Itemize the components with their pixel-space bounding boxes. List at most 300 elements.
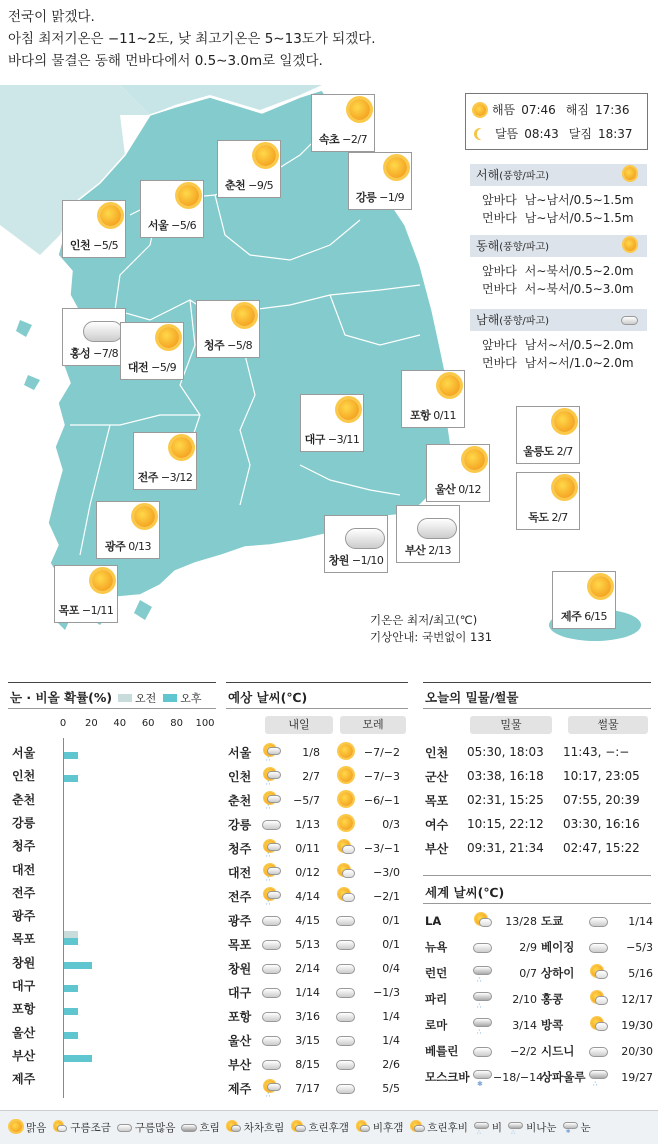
sea-row-label: 앞바다 (482, 193, 517, 207)
world-city: 베이징 (541, 940, 575, 954)
legend-label: 흐림 (199, 1122, 220, 1134)
sun-icon (621, 238, 639, 252)
forecast-temp-tomorrow: 8/15 (295, 1057, 320, 1071)
cloud-sun-icon (589, 1017, 609, 1033)
forecast-city: 강릉 (228, 817, 252, 832)
pm-label: 오후 (180, 692, 202, 705)
map-city-16 (396, 505, 460, 563)
sea-row (482, 280, 634, 298)
cloud-icon (336, 936, 356, 952)
legend-item (226, 1120, 285, 1135)
world-city: 파리 (425, 992, 448, 1006)
forecast-row (228, 932, 406, 956)
sun-icon (336, 816, 356, 832)
map-city-2 (348, 152, 412, 210)
cloud-sun-icon (336, 840, 356, 856)
tide-flood: 03:38, 16:18 (467, 769, 544, 783)
map-city-label (327, 552, 385, 568)
map-city-14 (96, 501, 160, 559)
world-city: 도쿄 (541, 914, 564, 928)
sun-icon (549, 411, 579, 435)
world-row (425, 1038, 653, 1064)
map-city-9 (300, 394, 364, 452)
precip-bar-pm (64, 1032, 78, 1039)
forecast-city: 서울 (228, 745, 252, 760)
sea-row-value: 서∼북서/0.5∼3.0m (524, 282, 634, 296)
map-city-temp: 2/7 (551, 511, 568, 524)
map-city-name: 광주 (105, 540, 126, 553)
precip-bar-pm (64, 1055, 92, 1062)
legend-label: 맑음 (26, 1122, 47, 1134)
rain-icon: ∴ (473, 1017, 493, 1033)
forecast-temp-tomorrow: 0/11 (295, 841, 320, 855)
tide-city: 목포 (425, 793, 449, 808)
partly-cloudy-rain-icon: ∴ (262, 864, 282, 880)
cloud-icon (589, 913, 609, 929)
clearing-icon (226, 1121, 242, 1134)
legend-item (409, 1120, 468, 1135)
cloud-sun-icon (473, 913, 493, 929)
legend-item (117, 1120, 176, 1135)
tide-flood: 10:15, 22:12 (467, 817, 544, 831)
sea-row-value: 남서∼서/1.0∼2.0m (524, 356, 634, 370)
forecast-temp-dayafter: −7/−2 (363, 745, 400, 759)
world-row (425, 986, 653, 1012)
cloud-sun-icon (589, 991, 609, 1007)
map-city-label (399, 542, 457, 558)
sun-icon (129, 506, 159, 530)
forecast-row (228, 788, 406, 812)
forecast-city: 인천 (228, 769, 252, 784)
world-city: 상파울루 (541, 1070, 586, 1084)
world-temp: 0/7 (519, 966, 537, 980)
world-row (425, 960, 653, 986)
sun-icon (344, 99, 374, 123)
forecast-city: 청주 (228, 841, 252, 856)
forecast-row (228, 836, 406, 860)
sun-icon (474, 104, 486, 116)
forecast-temp-tomorrow: 3/16 (295, 1009, 320, 1023)
forecast-temp-dayafter: 0/4 (382, 961, 400, 975)
map-city-name: 속초 (318, 133, 340, 146)
map-city-name: 홍성 (69, 347, 91, 360)
world-row (425, 1064, 653, 1090)
forecast-city: 울산 (228, 1033, 252, 1048)
cloud-icon (262, 816, 282, 832)
map-city-18 (552, 571, 616, 629)
forecast-row (228, 956, 406, 980)
legend-label: 눈 (580, 1122, 591, 1134)
precip-city: 포항 (12, 1002, 36, 1017)
sea-row-label: 앞바다 (482, 264, 517, 278)
map-city-label (123, 359, 181, 375)
map-city-name: 대구 (304, 433, 325, 446)
forecast-row (228, 1028, 406, 1052)
map-city-name: 강릉 (355, 191, 377, 204)
partly-cloudy-rain-icon: ∴ (262, 744, 282, 760)
map-city-label (404, 407, 462, 423)
sunrise-time: 07:46 (521, 103, 556, 117)
world-temp: 20/30 (621, 1044, 653, 1058)
world-temp: 1/14 (628, 914, 653, 928)
sea-sub: (풍향/파고) (499, 242, 549, 253)
precip-bar-pm (64, 985, 78, 992)
map-city-13 (516, 472, 580, 530)
precip-city: 부산 (12, 1048, 36, 1063)
world-row (425, 934, 653, 960)
am-swatch (118, 694, 132, 702)
world-temp: 3/14 (512, 1018, 537, 1032)
forecast-city: 목포 (228, 937, 252, 952)
map-city-label (519, 443, 577, 459)
overcast-rain-icon (409, 1121, 425, 1134)
precip-city: 목포 (12, 932, 36, 947)
cloud-icon (589, 1043, 609, 1059)
world-temp: 12/17 (621, 992, 653, 1006)
sea-row-value: 남∼남서/0.5∼1.5m (524, 193, 634, 207)
pm-swatch (163, 694, 177, 702)
forecast-city: 부산 (228, 1057, 252, 1072)
sea-header-1 (470, 235, 647, 257)
tide-flood: 09:31, 21:34 (467, 841, 544, 855)
precip-bar-pm (64, 752, 78, 759)
map-city-10 (516, 406, 580, 464)
world-temp: 13/28 (505, 914, 537, 928)
legend-item (508, 1120, 556, 1135)
legend-item (181, 1120, 219, 1135)
forecast-temp-tomorrow: 4/15 (295, 913, 320, 927)
precip-city: 강릉 (12, 815, 36, 830)
partly-cloudy-rain-icon: ∴ (262, 768, 282, 784)
legend-item (563, 1120, 591, 1135)
sun-icon (8, 1121, 24, 1134)
map-city-12 (426, 444, 490, 502)
tide-col-flood: 밀물 (470, 716, 552, 734)
sun-icon (95, 205, 125, 229)
sea-row (482, 336, 634, 354)
map-city-temp: −7/8 (93, 347, 119, 360)
sea-row-label: 먼바다 (482, 282, 517, 296)
forecast-row (228, 764, 406, 788)
map-city-7 (196, 300, 260, 358)
world-temp: 2/10 (512, 992, 537, 1006)
headline-line: 전국이 맑겠다. (8, 9, 95, 25)
map-note (370, 612, 492, 646)
sea-row-value: 서∼북서/0.5∼2.0m (524, 264, 634, 278)
precip-city: 광주 (12, 909, 36, 924)
precip-city: 인천 (12, 769, 36, 784)
forecast-temp-dayafter: 0/1 (382, 913, 400, 927)
map-city-temp: 6/15 (584, 610, 607, 623)
precip-bar-pm (64, 775, 78, 782)
tide-row (425, 788, 653, 812)
forecast-temp-dayafter: −6/−1 (363, 793, 400, 807)
world-city: 로마 (425, 1018, 448, 1032)
forecast-row (228, 884, 406, 908)
sea-row (482, 354, 634, 372)
forecast-temp-tomorrow: 5/13 (295, 937, 320, 951)
partly-cloudy-rain-icon: ∴ (262, 792, 282, 808)
map-city-temp: −1/10 (351, 554, 384, 567)
precip-city: 대구 (12, 979, 36, 993)
sea-row (482, 191, 634, 209)
precip-city: 창원 (12, 955, 36, 970)
map-city-temp: 0/12 (458, 483, 481, 496)
world-temp: −2/2 (510, 1044, 537, 1058)
world-city: 모스크바 (425, 1070, 470, 1084)
forecast-row (228, 980, 406, 1004)
map-city-temp: −3/11 (327, 433, 360, 446)
cloud-icon (473, 939, 493, 955)
world-city: 뉴욕 (425, 940, 448, 954)
map-city-temp: 0/13 (128, 540, 151, 553)
forecast-temp-tomorrow: 2/14 (295, 961, 320, 975)
precip-city: 서울 (12, 746, 36, 760)
partly-cloudy-rain-icon: ∴ (262, 840, 282, 856)
world-city: 시드니 (541, 1044, 575, 1058)
tide-city: 부산 (425, 841, 449, 856)
map-city-name: 창원 (328, 554, 349, 567)
forecast-row (228, 860, 406, 884)
legend-item (290, 1120, 349, 1135)
rain-icon: ∴ (473, 991, 493, 1007)
forecast-temp-tomorrow: −5/7 (293, 793, 320, 807)
map-city-label (136, 469, 194, 485)
rain-snow-icon: ∴ (508, 1121, 524, 1134)
map-city-name: 제주 (561, 610, 582, 623)
forecast-temp-dayafter: −3/−1 (363, 841, 400, 855)
tide-ebb: 02:47, 15:22 (563, 841, 640, 855)
forecast-col-dayafter: 모레 (340, 716, 406, 734)
cloud-icon (589, 939, 609, 955)
sun-icon (173, 185, 203, 209)
map-city-name: 독도 (528, 511, 549, 524)
forecast-row (228, 908, 406, 932)
map-city-temp: −5/6 (171, 219, 197, 232)
sea-row-label: 먼바다 (482, 211, 517, 225)
sun-icon (336, 792, 356, 808)
sun-icon (621, 167, 639, 181)
map-city-6 (120, 322, 184, 380)
precip-tick: 40 (113, 718, 127, 729)
sun-icon (434, 375, 464, 399)
map-city-label (199, 337, 257, 353)
precip-axis (63, 738, 64, 1098)
forecast-city: 전주 (228, 889, 252, 904)
tide-city: 군산 (425, 769, 449, 784)
moonset-time: 18:37 (597, 127, 633, 141)
cloud-icon (336, 1080, 356, 1096)
legend-item (52, 1120, 111, 1135)
precip-tick: 100 (195, 718, 215, 729)
headline (8, 6, 376, 72)
sun-icon (585, 576, 615, 600)
legend-label: 흐린후비 (427, 1122, 468, 1134)
map-city-label (65, 345, 123, 361)
map-city-label (314, 131, 372, 147)
partly-cloudy-rain-icon: ∴ (262, 1080, 282, 1096)
tides-title: 오늘의 밀물/썰물 (425, 690, 519, 705)
moonset-label: 달짐 (568, 127, 592, 141)
map-city-label (57, 602, 115, 618)
map-city-name: 인천 (69, 239, 91, 252)
legend-label: 비 (491, 1122, 503, 1134)
sun-icon (549, 477, 579, 501)
forecast-city: 포항 (228, 1009, 252, 1024)
sun-icon (381, 157, 411, 181)
sea-row-label: 앞바다 (482, 338, 517, 352)
cloud-icon (336, 960, 356, 976)
tide-ebb: 10:17, 23:05 (563, 769, 640, 783)
cloud-icon (336, 1056, 356, 1072)
cloud-icon (262, 960, 282, 976)
map-city-temp: −2/7 (342, 133, 368, 146)
map-note-line: 기온은 최저/최고(℃) (370, 613, 478, 627)
rain-icon: ∴ (589, 1069, 609, 1085)
precip-bar-am (64, 931, 78, 938)
tide-city: 인천 (425, 745, 449, 760)
legend-label: 비나눈 (526, 1122, 557, 1134)
map-city-name: 춘천 (224, 179, 246, 192)
tide-flood: 05:30, 18:03 (467, 745, 544, 759)
map-city-temp: −1/9 (379, 191, 405, 204)
precip-bar-pm (64, 938, 78, 945)
precip-city: 전주 (12, 885, 36, 900)
sea-name: 서해 (476, 168, 500, 182)
sea-row-value: 남∼남서/0.5∼1.5m (524, 211, 634, 225)
map-city-label (555, 608, 613, 624)
forecast-city: 광주 (228, 913, 252, 928)
map-city-name: 부산 (405, 544, 426, 557)
snow-icon: ✱ (563, 1121, 579, 1134)
forecast-temp-dayafter: −2/1 (373, 889, 400, 903)
tide-ebb: 07:55, 20:39 (563, 793, 640, 807)
sea-sub: (풍향/파고) (499, 171, 549, 182)
legend-label: 구름많음 (134, 1122, 176, 1134)
world-temp: −5/3 (626, 940, 653, 954)
sea-header-0 (470, 164, 647, 186)
precip-legend (118, 690, 202, 706)
map-city-name: 청주 (203, 339, 225, 352)
legend-item (355, 1120, 403, 1135)
tide-col-ebb: 썰물 (568, 716, 648, 734)
cloud-icon (262, 984, 282, 1000)
map-city-temp: 2/13 (428, 544, 451, 557)
map-city-name: 울릉도 (523, 445, 554, 458)
map-city-temp: −5/5 (93, 239, 119, 252)
map-city-label (65, 237, 123, 253)
forecast-city: 제주 (228, 1081, 252, 1096)
world-city: 런던 (425, 966, 448, 980)
map-city-3 (140, 180, 204, 238)
sunset-time: 17:36 (594, 103, 630, 117)
forecast-temp-tomorrow: 3/15 (295, 1033, 320, 1047)
legend-item (8, 1120, 46, 1135)
forecast-col-tomorrow: 내일 (265, 716, 333, 734)
cloud-sun-icon (336, 888, 356, 904)
cloud-icon (336, 1032, 356, 1048)
map-city-label (519, 509, 577, 525)
precip-city: 청주 (12, 839, 36, 854)
cloud-sun-icon (336, 864, 356, 880)
map-city-name: 전주 (137, 471, 158, 484)
map-city-temp: −3/12 (160, 471, 193, 484)
map-city-15 (324, 515, 388, 573)
legend-item (474, 1120, 502, 1135)
map-city-name: 대전 (127, 361, 149, 374)
snow-icon: ✱ (473, 1069, 493, 1085)
forecast-city: 춘천 (228, 793, 252, 808)
forecast-temp-dayafter: 2/6 (382, 1057, 400, 1071)
forecast-city: 대전 (228, 865, 252, 880)
sun-icon (459, 449, 489, 473)
legend-label: 비후갬 (372, 1122, 404, 1134)
forecast-temp-dayafter: −1/3 (373, 985, 400, 999)
forecast-row (228, 740, 406, 764)
cloud-icon (117, 1121, 133, 1134)
forecast-title: 예상 날씨(℃) (228, 690, 308, 705)
forecast-temp-dayafter: 1/4 (382, 1033, 400, 1047)
sea-row (482, 262, 634, 280)
overcast-clearing-icon (290, 1121, 306, 1134)
cloud-icon (345, 520, 387, 554)
sun-icon (87, 570, 117, 594)
forecast-temp-tomorrow: 4/14 (295, 889, 320, 903)
cloud-icon (336, 984, 356, 1000)
sea-name: 남해 (476, 313, 500, 327)
world-title: 세계 날씨(℃) (425, 885, 505, 900)
headline-line: 아침 최저기온은 −11∼2도, 낮 최고기온은 5∼13도가 되겠다. (8, 31, 376, 47)
map-city-label (143, 217, 201, 233)
cloud-icon (262, 912, 282, 928)
moonrise-time: 08:43 (524, 127, 559, 141)
forecast-temp-dayafter: −7/−3 (363, 769, 400, 783)
world-city: 베를린 (425, 1044, 459, 1058)
forecast-temp-tomorrow: 1/14 (295, 985, 320, 999)
map-city-temp: 2/7 (556, 445, 573, 458)
cloud-icon (262, 1056, 282, 1072)
forecast-temp-dayafter: 0/1 (382, 937, 400, 951)
cloud-sun-icon (589, 965, 609, 981)
world-city: LA (425, 914, 442, 928)
forecast-city: 대구 (228, 985, 252, 1000)
precip-bar-pm (64, 1008, 78, 1015)
sun-icon (333, 399, 363, 423)
precip-tick: 60 (141, 718, 155, 729)
precip-city: 울산 (12, 1025, 36, 1040)
forecast-row (228, 1076, 406, 1100)
cloud-icon (262, 1008, 282, 1024)
sunset-label: 해짐 (565, 103, 589, 117)
map-city-temp: −1/11 (81, 604, 114, 617)
map-city-temp: −9/5 (248, 179, 274, 192)
world-temp: 5/16 (628, 966, 653, 980)
tide-ebb: 03:30, 16:16 (563, 817, 640, 831)
precip-title: 눈 · 비올 확률(%) (10, 690, 113, 705)
cloud-icon (262, 1032, 282, 1048)
legend-label: 차차흐림 (243, 1122, 285, 1134)
sea-row-value: 남서∼서/0.5∼2.0m (524, 338, 634, 352)
cloud-icon (262, 936, 282, 952)
cloud-sun-icon (52, 1121, 68, 1134)
rain-icon: ∴ (474, 1121, 490, 1134)
forecast-temp-dayafter: 0/3 (382, 817, 400, 831)
map-city-temp: −5/8 (227, 339, 253, 352)
forecast-row (228, 812, 406, 836)
world-temp: 19/27 (621, 1070, 653, 1084)
precip-tick: 80 (170, 718, 183, 729)
map-city-label (429, 481, 487, 497)
